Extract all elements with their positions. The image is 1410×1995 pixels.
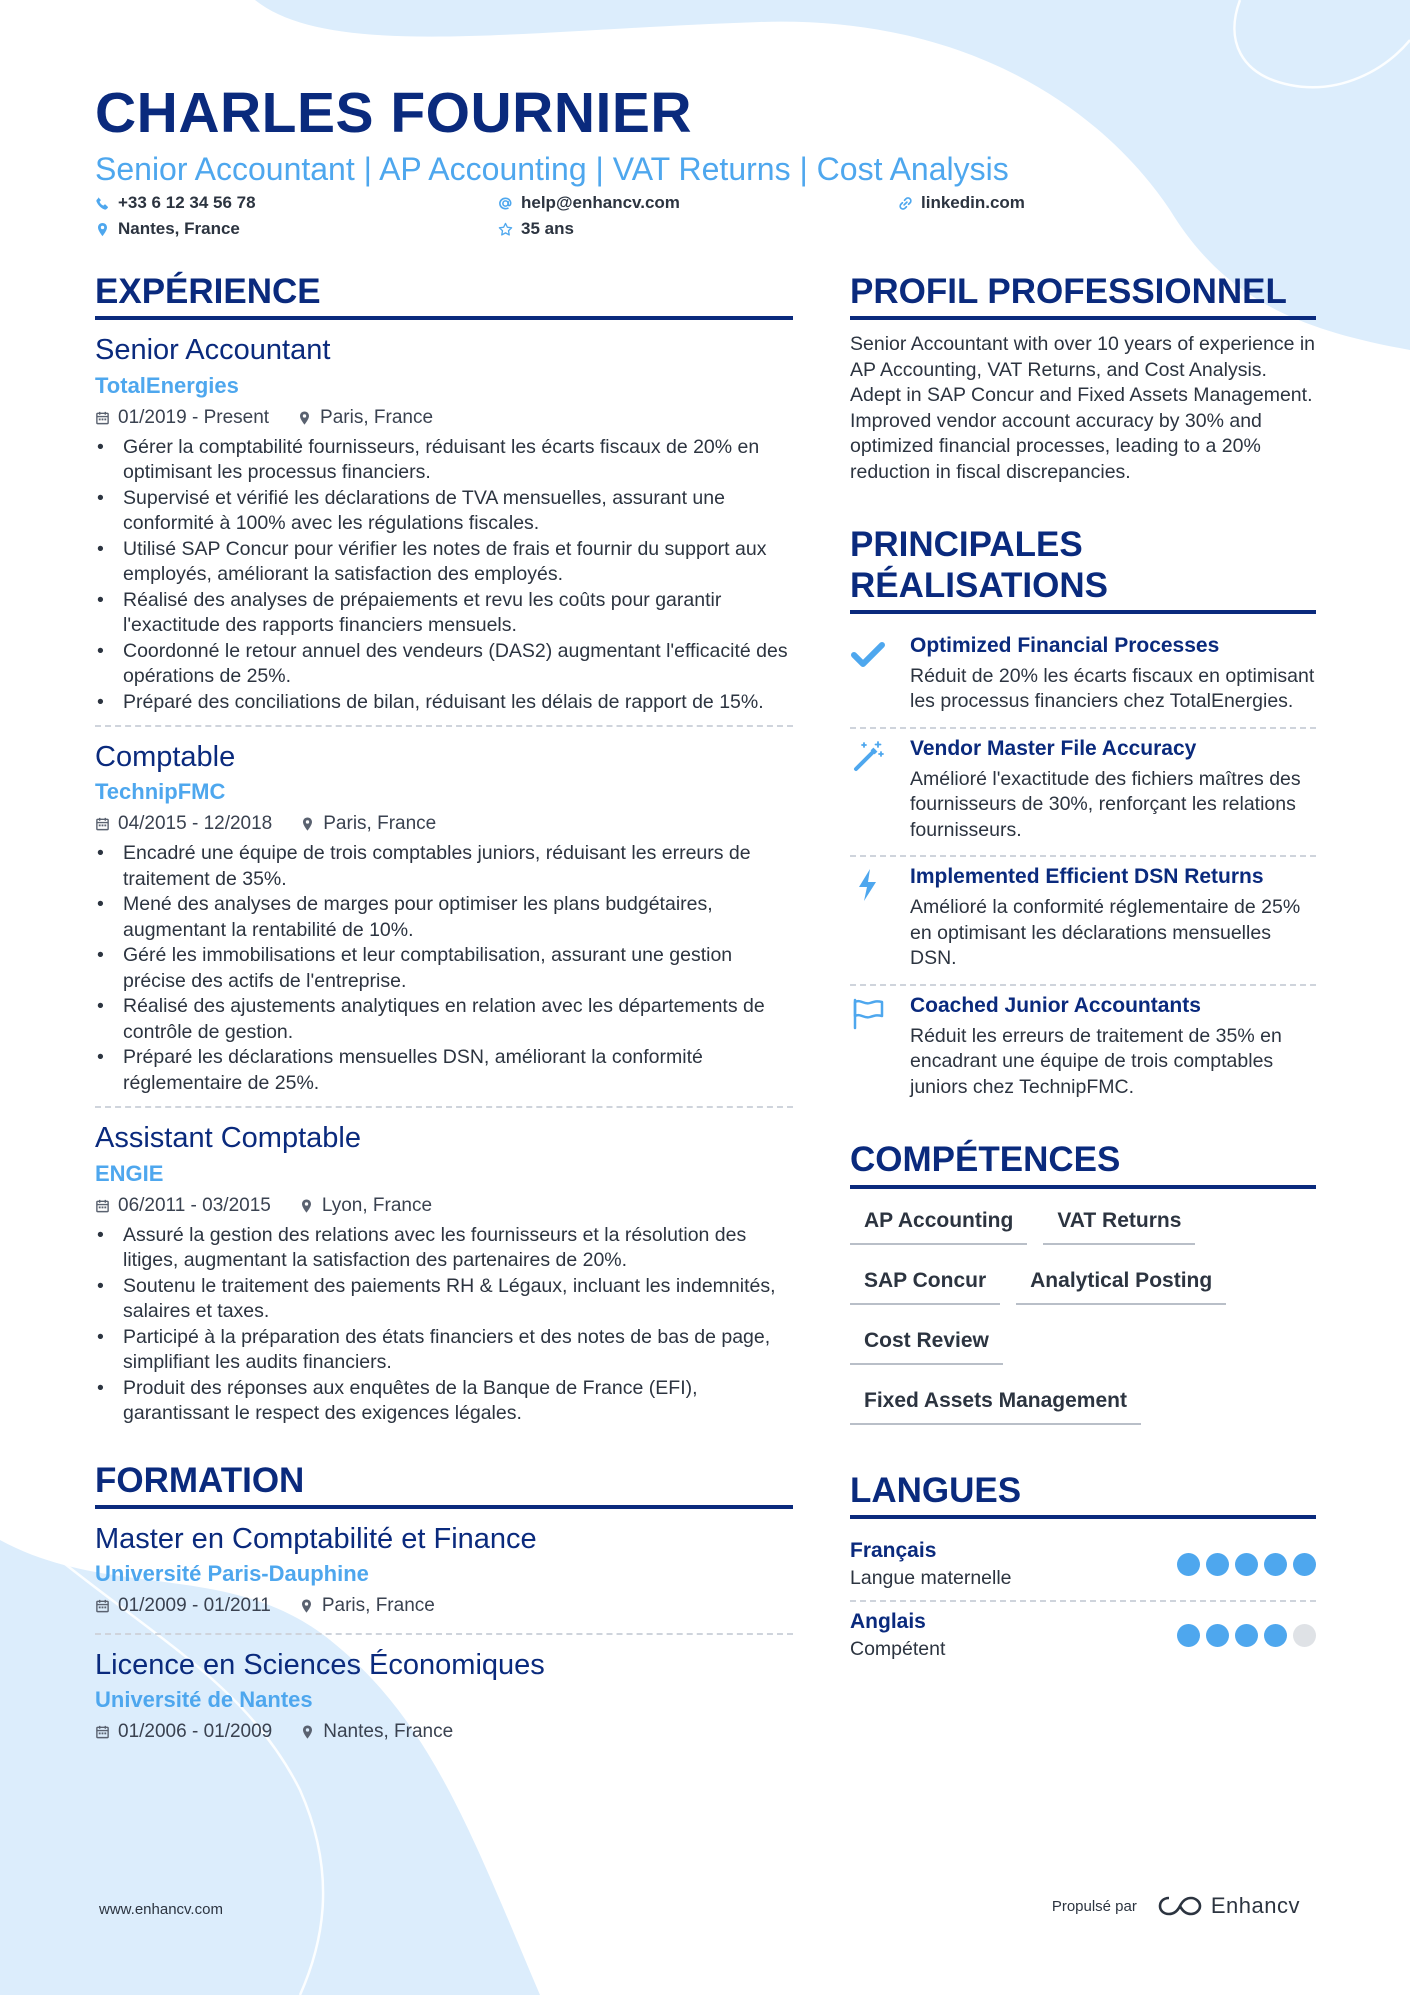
education-dates — [95, 1721, 272, 1743]
rating-dot-filled — [1235, 1624, 1258, 1647]
language-name: Français — [850, 1538, 937, 1562]
bullet-item: • Soutenu le traitement des paiements RH & Légaux, incluant les indemnités, salaires et taxes. — [95, 1274, 793, 1325]
rating-dot-filled — [1293, 1553, 1316, 1576]
calendar-icon — [95, 1598, 110, 1614]
location-text: Nantes, France — [118, 219, 240, 238]
achievement-title: Vendor Master File Accuracy — [910, 736, 1197, 760]
job-meta — [95, 407, 793, 429]
map-pin-icon — [297, 410, 312, 426]
candidate-name: CHARLES FOURNIER — [95, 81, 693, 145]
phone-text: +33 6 12 34 56 78 — [118, 193, 256, 212]
job-dates — [95, 1195, 271, 1217]
achievements-heading: PRINCIPALES RÉALISATIONS — [850, 525, 1316, 614]
phone-icon — [95, 196, 110, 211]
job-location-text: Paris, France — [323, 813, 437, 835]
language-item — [850, 1602, 1316, 1671]
degree-title: Master en Comptabilité et Finance — [95, 1522, 537, 1555]
education-location-text: Paris, France — [321, 1595, 435, 1616]
contact-age — [498, 219, 574, 239]
education-location — [300, 1721, 453, 1743]
rating-dot-filled — [1264, 1553, 1287, 1576]
powered-by-label: Propulsé par — [1051, 1897, 1137, 1915]
at-sign-icon — [498, 196, 513, 211]
school-name: Université Paris-Dauphine — [95, 1561, 369, 1586]
rating-dot-empty — [1293, 1624, 1316, 1647]
school-name: Université de Nantes — [95, 1687, 313, 1713]
language-rating — [1171, 1553, 1316, 1576]
achievement-title: Optimized Financial Processes — [910, 633, 1220, 657]
language-rating — [1171, 1624, 1316, 1647]
bullet-item: • Utilisé SAP Concur pour vérifier les notes de frais et fournir du support aux employés, améliorant la satisfaction des employés. — [95, 537, 793, 588]
job-company: TechnipFMC — [95, 779, 226, 805]
job-bullets — [95, 841, 793, 1096]
job-location-text: Lyon, France — [321, 1194, 433, 1216]
skills-list — [850, 1201, 1316, 1441]
contact-email[interactable] — [498, 193, 680, 213]
job-bullets — [95, 435, 793, 716]
language-level: Compétent — [850, 1637, 946, 1660]
calendar-icon — [95, 1724, 110, 1740]
lightning-bolt-icon — [850, 867, 886, 903]
experience-item — [95, 739, 793, 1108]
job-company: TotalEnergies — [95, 372, 239, 398]
language-item — [850, 1531, 1316, 1602]
footer-website[interactable]: www.enhancv.com — [99, 1901, 223, 1918]
achievement-desc: Réduit de 20% les écarts fiscaux en optimisant les processus financiers chez TotalEnergies. — [910, 664, 1315, 713]
bullet-item: • Gérer la comptabilité fournisseurs, réduisant les écarts fiscaux de 20% en optimisant les processus financiers. — [95, 435, 793, 486]
map-pin-icon — [300, 816, 315, 832]
experience-item — [95, 1120, 793, 1436]
checkmark-icon — [850, 636, 886, 672]
education-heading: FORMATION — [95, 1461, 793, 1509]
achievement-item — [850, 857, 1316, 986]
bullet-item: • Participé à la préparation des états financiers et des notes de bas de page, simplifiant les audits financiers. — [95, 1325, 793, 1376]
brand-name: Enhancv — [1210, 1893, 1300, 1918]
job-location-text: Paris, France — [320, 406, 434, 428]
education-item — [95, 1521, 793, 1635]
job-bullets — [95, 1223, 793, 1427]
enhancv-logo-icon — [1157, 1894, 1203, 1918]
job-location — [297, 407, 433, 429]
education-meta — [95, 1595, 793, 1617]
skill-tag: Analytical Posting — [1016, 1261, 1226, 1305]
job-company: ENGIE — [95, 1160, 164, 1186]
achievement-title: Coached Junior Accountants — [910, 993, 1201, 1017]
job-title: Senior Accountant — [95, 334, 331, 367]
language-name: Anglais — [850, 1609, 926, 1633]
education-location-text: Nantes, France — [323, 1721, 454, 1743]
bullet-item: • Encadré une équipe de trois comptables juniors, réduisant les erreurs de traitement de 35%. — [95, 841, 793, 892]
magic-wand-icon — [850, 739, 886, 775]
map-pin-icon — [299, 1598, 314, 1614]
job-title: Assistant Comptable — [95, 1122, 361, 1155]
job-meta — [95, 813, 793, 835]
rating-dot-filled — [1235, 1553, 1258, 1576]
achievement-item — [850, 626, 1316, 729]
achievement-desc: Amélioré la conformité réglementaire de 25% en optimisant les déclarations mensuelles DSN. — [910, 896, 1301, 970]
skill-tag: Cost Review — [850, 1321, 1003, 1365]
flag-icon — [850, 996, 886, 1032]
job-dates — [95, 813, 272, 835]
job-dates — [95, 407, 269, 429]
contact-linkedin[interactable] — [898, 193, 1025, 213]
bullet-item: • Supervisé et vérifié les déclarations de TVA mensuelles, assurant une conformité à 100% avec les régulations fiscales. — [95, 486, 793, 537]
skill-tag: AP Accounting — [850, 1201, 1027, 1245]
age-text: 35 ans — [521, 219, 574, 238]
star-icon — [498, 222, 513, 237]
job-dates-text: 01/2019 - Present — [118, 406, 270, 428]
education-dates-text: 01/2009 - 01/2011 — [118, 1595, 271, 1616]
bullet-item: • Assuré la gestion des relations avec les fournisseurs et la résolution des litiges, augmentant la satisfaction des partenaires de 20%. — [95, 1223, 793, 1274]
rating-dot-filled — [1177, 1553, 1200, 1576]
map-pin-icon — [95, 222, 110, 237]
skill-tag: SAP Concur — [850, 1261, 1000, 1305]
education-location — [299, 1595, 435, 1617]
achievement-item — [850, 729, 1316, 858]
education-dates-text: 01/2006 - 01/2009 — [118, 1721, 273, 1743]
bullet-item: • Coordonné le retour annuel des vendeurs (DAS2) augmentant l'efficacité des opérations de 25%. — [95, 639, 793, 690]
job-dates-text: 06/2011 - 03/2015 — [118, 1194, 271, 1216]
link-icon — [898, 196, 913, 211]
skill-tag: Fixed Assets Management — [850, 1381, 1141, 1425]
calendar-icon — [95, 816, 110, 832]
education-meta — [95, 1721, 793, 1743]
skills-heading: COMPÉTENCES — [850, 1140, 1316, 1188]
profile-heading: PROFIL PROFESSIONNEL — [850, 272, 1316, 320]
contact-phone[interactable] — [95, 193, 256, 213]
job-location — [299, 1195, 432, 1217]
language-level: Langue maternelle — [850, 1566, 1012, 1589]
linkedin-text: linkedin.com — [921, 193, 1025, 212]
map-pin-icon — [300, 1724, 315, 1740]
job-dates-text: 04/2015 - 12/2018 — [118, 813, 273, 835]
bullet-item: • Préparé des conciliations de bilan, réduisant les délais de rapport de 15%. — [95, 690, 793, 716]
contact-location — [95, 219, 240, 239]
rating-dot-filled — [1264, 1624, 1287, 1647]
email-text: help@enhancv.com — [521, 193, 680, 212]
footer-branding — [1052, 1893, 1300, 1919]
bullet-item: • Produit des réponses aux enquêtes de la Banque de France (EFI), garantissant le respect des exigences légales. — [95, 1376, 793, 1427]
rating-dot-filled — [1206, 1624, 1229, 1647]
degree-title: Licence en Sciences Économiques — [95, 1649, 545, 1681]
profile-summary: Senior Accountant with over 10 years of experience in AP Accounting, VAT Returns, and Cost Analysis. Adept in SAP Concur and Fixed Assets Management. Improved vendor account accuracy by 30% and optimized financial processes, leading to a 20% reduction in fiscal discrepancies. — [850, 333, 1316, 483]
calendar-icon — [95, 1198, 110, 1214]
bullet-item: • Réalisé des analyses de prépaiements et revu les coûts pour garantir l'exactitude des rapports financiers mensuels. — [95, 588, 793, 639]
achievement-desc: Amélioré l'exactitude des fichiers maîtres des fournisseurs de 30%, renforçant les relations fournisseurs. — [910, 767, 1301, 841]
education-dates — [95, 1595, 271, 1617]
bullet-item: • Mené des analyses de marges pour optimiser les plans budgétaires, augmentant la rentabilité de 10%. — [95, 892, 793, 943]
languages-heading: LANGUES — [850, 1471, 1316, 1519]
skill-tag: VAT Returns — [1043, 1201, 1195, 1245]
achievement-title: Implemented Efficient DSN Returns — [910, 865, 1264, 889]
bullet-item: • Réalisé des ajustements analytiques en relation avec les départements de contrôle de gestion. — [95, 994, 793, 1045]
candidate-title: Senior Accountant | AP Accounting | VAT Returns | Cost Analysis — [95, 151, 1009, 187]
achievement-desc: Réduit les erreurs de traitement de 35% en encadrant une équipe de trois comptables juniors chez TechnipFMC. — [910, 1024, 1282, 1098]
left-column — [95, 272, 793, 1771]
right-column — [850, 272, 1316, 1671]
experience-item — [95, 332, 793, 727]
rating-dot-filled — [1177, 1624, 1200, 1647]
map-pin-icon — [299, 1198, 314, 1214]
achievement-item — [850, 986, 1316, 1113]
calendar-icon — [95, 410, 110, 426]
rating-dot-filled — [1206, 1553, 1229, 1576]
experience-heading: EXPÉRIENCE — [95, 272, 793, 320]
job-location — [300, 813, 436, 835]
education-item — [95, 1647, 793, 1759]
bullet-item: • Préparé les déclarations mensuelles DSN, améliorant la conformité réglementaire de 25%. — [95, 1045, 793, 1096]
job-meta — [95, 1195, 793, 1217]
bullet-item: • Géré les immobilisations et leur comptabilisation, assurant une gestion précise des actifs de l'entreprise. — [95, 943, 793, 994]
job-title: Comptable — [95, 741, 236, 773]
